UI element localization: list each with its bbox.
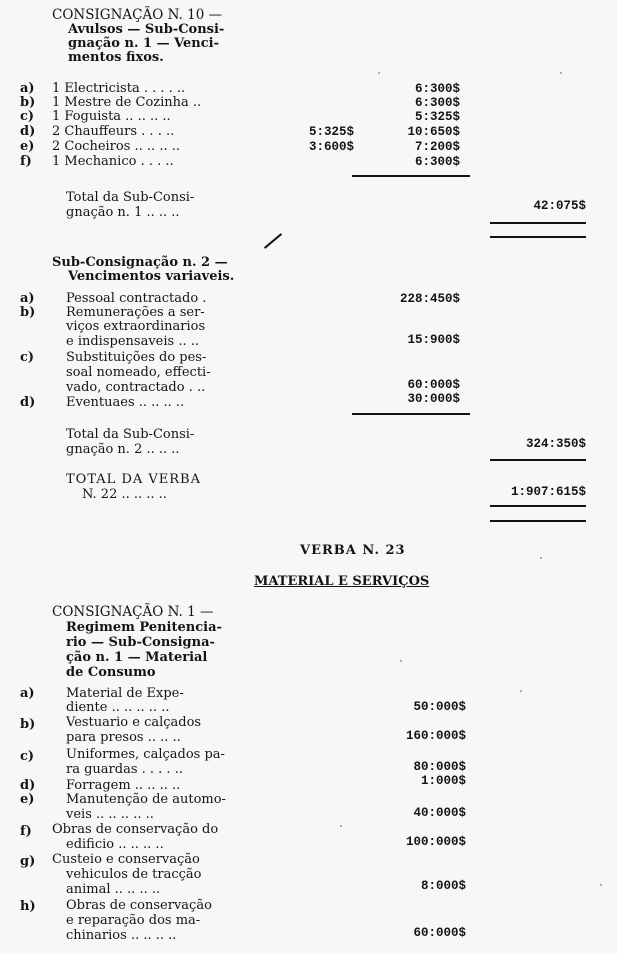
total-sub-1-label: Total da Sub-Consi- [66, 190, 195, 205]
scan-speck [560, 72, 562, 74]
item-label: edificio .. .. .. .. [66, 837, 164, 852]
item-amount: 80:000$ [413, 760, 466, 774]
item-amount: 1:000$ [420, 774, 466, 788]
item-label: 2 Chauffeurs . . . .. [52, 124, 175, 139]
consignacao-10-subtitle-line: mentos fixos. [68, 50, 164, 65]
consignacao-1-title: CONSIGNAÇÃO N. 1 — [52, 604, 214, 620]
item-letter: f) [20, 154, 32, 169]
item-letter: d) [20, 395, 36, 410]
item-letter: c) [20, 749, 35, 764]
item-label: chinarios .. .. .. .. [66, 928, 177, 943]
item-amount: 60:000$ [413, 926, 466, 940]
item-letter: a) [20, 686, 35, 701]
sub-consignacao-2-title: Sub-Consignação n. 2 — [52, 255, 228, 270]
item-amount: 6:300$ [414, 82, 460, 96]
verba-23-subheading: MATERIAL E SERVIÇOS [254, 574, 430, 589]
total-sub-2-label: gnação n. 2 .. .. .. [66, 442, 180, 457]
total-sub-2-amount: 324:350$ [525, 437, 586, 451]
item-label: Substituições do pes- [66, 350, 207, 365]
consignacao-1-subtitle-line: de Consumo [66, 665, 156, 680]
verba-total-label: TOTAL DA VERBA [66, 472, 201, 487]
item-amount: 30:000$ [407, 392, 460, 406]
item-letter: b) [20, 95, 36, 110]
item-letter: a) [20, 81, 35, 96]
item-label: viços extraordinarios [66, 319, 206, 334]
item-label: Remunerações a ser- [66, 305, 205, 320]
scan-speck [600, 884, 602, 886]
item-amount: 60:000$ [407, 378, 460, 392]
item-amount: 6:300$ [414, 155, 460, 169]
item-unit-value: 3:600$ [308, 140, 354, 154]
item-label: animal .. .. .. .. [66, 882, 161, 897]
item-label: Pessoal contractado . [66, 291, 207, 306]
item-letter: b) [20, 305, 36, 320]
scan-speck [540, 557, 542, 559]
consignacao-10-subtitle-line: Avulsos — Sub-Consi- [68, 22, 225, 37]
total-sub-1-label: gnação n. 1 .. .. .. [66, 205, 180, 220]
scan-speck [520, 690, 522, 692]
scan-speck [340, 825, 342, 827]
item-label: e reparação dos ma- [66, 913, 201, 928]
item-amount: 100:000$ [405, 835, 466, 849]
scan-speck [400, 660, 402, 662]
item-letter: d) [20, 778, 36, 793]
item-amount: 7:200$ [414, 140, 460, 154]
item-letter: a) [20, 291, 35, 306]
item-label: Eventuaes .. .. .. .. [66, 395, 185, 410]
verba-total-amount: 1:907:615$ [510, 485, 586, 499]
item-letter: d) [20, 124, 36, 139]
item-amount: 15:900$ [407, 333, 460, 347]
total-rule [490, 459, 586, 461]
item-label: vado, contractado . .. [66, 380, 206, 395]
total-rule [490, 236, 586, 238]
item-label: veis .. .. .. .. .. [66, 807, 154, 822]
item-letter: b) [20, 717, 36, 732]
item-letter: e) [20, 792, 35, 807]
item-label: 1 Foguista .. .. .. .. [52, 109, 171, 124]
item-letter: e) [20, 139, 35, 154]
item-label: e indispensaveis .. .. [66, 334, 199, 349]
item-letter: c) [20, 350, 35, 365]
item-label: para presos .. .. .. [66, 730, 181, 745]
consignacao-1-subtitle-line: Regimem Penitencia- [66, 620, 222, 635]
item-label: 2 Cocheiros .. .. .. .. [52, 139, 180, 154]
item-label: Obras de conservação [66, 898, 212, 913]
ink-stroke [264, 233, 282, 249]
item-amount: 228:450$ [399, 292, 460, 306]
scan-speck [378, 72, 380, 74]
item-label: ra guardas . . . . .. [66, 762, 183, 777]
item-label: Obras de conservação do [52, 822, 219, 837]
consignacao-1-subtitle-line: ção n. 1 — Material [66, 650, 208, 665]
item-letter: h) [20, 899, 36, 914]
item-amount: 160:000$ [405, 729, 466, 743]
total-sub-1-amount: 42:075$ [533, 199, 586, 213]
consignacao-1-subtitle-line: rio — Sub-Consigna- [66, 635, 215, 650]
total-rule [490, 222, 586, 224]
verba-total-label: N. 22 .. .. .. .. [82, 487, 167, 502]
item-label: Custeio e conservação [52, 852, 200, 867]
item-label: Uniformes, calçados pa- [66, 747, 225, 762]
consignacao-10-subtitle-line: gnação n. 1 — Venci- [68, 36, 219, 51]
item-amount: 6:300$ [414, 96, 460, 110]
item-amount: 50:000$ [413, 700, 466, 714]
item-amount: 8:000$ [420, 879, 466, 893]
item-letter: f) [20, 824, 32, 839]
total-rule [490, 505, 586, 507]
item-amount: 10:650$ [407, 125, 460, 139]
item-label: 1 Electricista . . . . .. [52, 81, 186, 96]
item-label: 1 Mestre de Cozinha .. [52, 95, 202, 110]
subtotal-rule [352, 175, 470, 177]
subtotal-rule [352, 413, 470, 415]
item-amount: 40:000$ [413, 806, 466, 820]
total-rule [490, 520, 586, 522]
item-letter: c) [20, 109, 35, 124]
item-label: vehiculos de tracção [66, 867, 202, 882]
item-label: Forragem .. .. .. .. [66, 778, 181, 793]
item-label: diente .. .. .. .. .. [66, 700, 170, 715]
item-amount: 5:325$ [414, 110, 460, 124]
sub-consignacao-2-subtitle: Vencimentos variaveis. [68, 269, 235, 284]
item-label: soal nomeado, effecti- [66, 365, 211, 380]
consignacao-10-title: CONSIGNAÇÃO N. 10 — [52, 7, 223, 23]
item-label: 1 Mechanico . . . .. [52, 154, 174, 169]
item-label: Vestuario e calçados [66, 715, 202, 730]
item-label: Material de Expe- [66, 686, 184, 701]
verba-23-heading: VERBA N. 23 [300, 543, 406, 558]
item-letter: g) [20, 854, 36, 869]
item-label: Manutenção de automo- [66, 792, 226, 807]
total-sub-2-label: Total da Sub-Consi- [66, 427, 195, 442]
item-unit-value: 5:325$ [308, 125, 354, 139]
